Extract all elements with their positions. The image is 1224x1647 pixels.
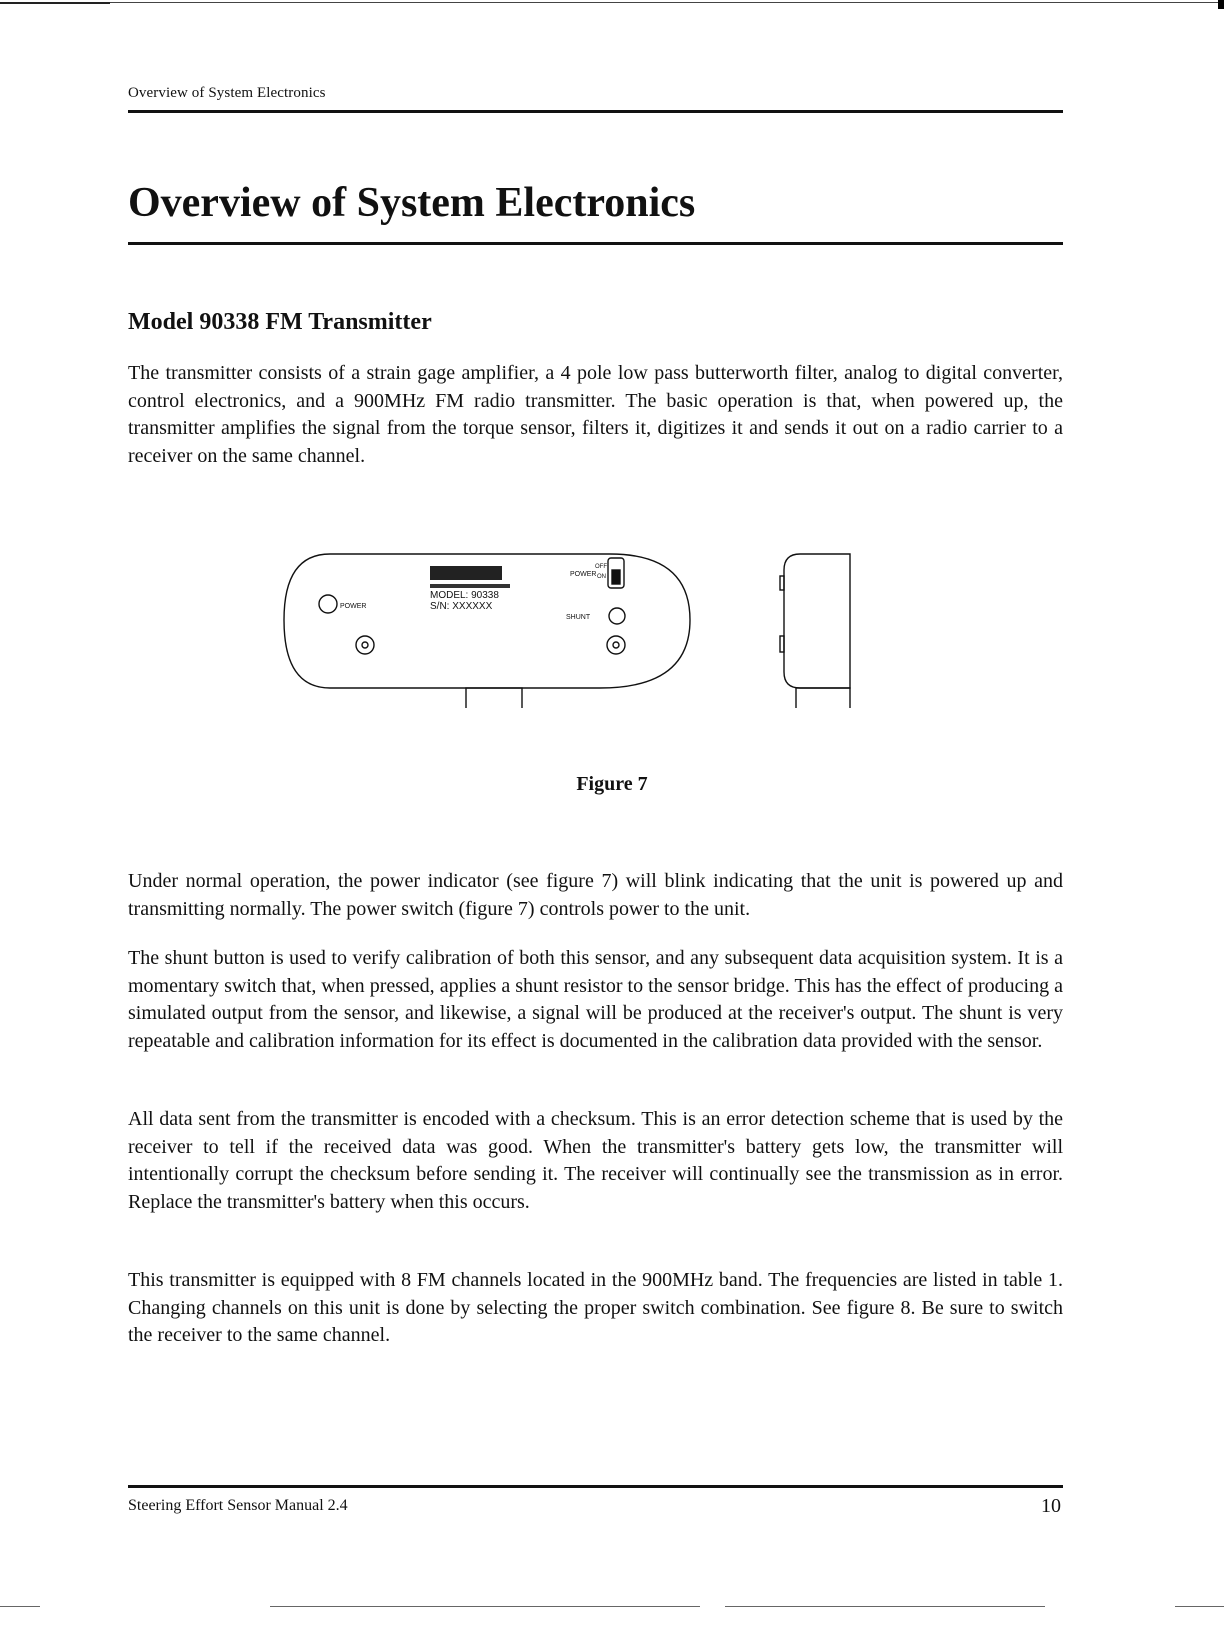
scan-edge-dash [0, 2, 110, 4]
shunt-button-icon [609, 608, 625, 624]
switch-on-label: ON [597, 574, 606, 580]
footer-manual-title: Steering Effort Sensor Manual 2.4 [128, 1497, 348, 1514]
figure-caption: Figure 7 [576, 773, 648, 795]
chapter-title: Overview of System Electronics [128, 180, 696, 226]
shunt-label: SHUNT [566, 614, 591, 621]
scan-edge-bottom [270, 1606, 700, 1607]
section-title: Model 90338 FM Transmitter [128, 309, 432, 335]
paragraph: All data sent from the transmitter is encoded with a checksum. This is an error detection scheme that is used by the receiver to tell if the received data was good. When the transmitter's battery gets low, the transmitter will intentionally corrupt the checksum before sending it. The receiver will continually see the transmission as in error. Replace the transmitter's battery when this occurs. [128, 1108, 1063, 1213]
paragraph: This transmitter is equipped with 8 FM channels located in the 900MHz band. The frequencies are listed in table 1. Changing channels on this unit is done by selecting the proper switch combination. See figure 8. Be sure to switch the receiver to the same channel. [128, 1269, 1063, 1346]
scan-edge-bottom [1175, 1606, 1224, 1607]
connector-left-icon [356, 636, 374, 654]
page-number: 10 [1041, 1495, 1061, 1517]
transmitter-side-outline [784, 554, 850, 688]
scan-edge-bottom [0, 1606, 40, 1607]
side-bottom-tab [796, 688, 850, 708]
switch-power-label: POWER [570, 571, 597, 578]
scan-edge-top [0, 2, 1224, 3]
paragraph: Under normal operation, the power indicator (see figure 7) will blink indicating that the unit is powered up and transmitting normally. The power switch (figure 7) controls power to the unit. [128, 870, 1063, 920]
transmitter-figure [270, 548, 910, 708]
title-rule [128, 242, 1063, 245]
running-header: Overview of System Electronics [128, 85, 326, 101]
power-indicator-icon [319, 595, 337, 613]
paragraph: The shunt button is used to verify calibration of both this sensor, and any subsequent data acquisition system. It is a momentary switch that, when pressed, applies a shunt resistor to the sensor bridge. This has the effect of producing a simulated output from the sensor, and likewise, a signal will be produced at the receiver's output. The shunt is very repeatable and calibration information for its effect is documented in the calibration data provided with the sensor. [128, 947, 1063, 1052]
transmitter-bottom-tab [466, 688, 522, 708]
model-label: MODEL: 90338 [430, 590, 499, 601]
serial-label: S/N: XXXXXX [430, 601, 493, 612]
switch-off-label: OFF [595, 564, 607, 570]
paragraph: The transmitter consists of a strain gage amplifier, a 4 pole low pass butterworth filter, analog to digital converter, control electronics, and a 900MHz FM radio transmitter. The basic operation is that, when powered up, the transmitter amplifies the signal from the torque sensor, filters it, digitizes it and sends it out on a radio carrier to a receiver on the same channel. [128, 362, 1063, 467]
company-logo [430, 566, 502, 580]
footer-rule [128, 1485, 1063, 1488]
header-rule [128, 110, 1063, 113]
scan-edge-bottom [725, 1606, 1045, 1607]
power-led-label: POWER [340, 603, 367, 610]
scan-corner-mark [1218, 0, 1224, 9]
connector-right-icon [607, 636, 625, 654]
